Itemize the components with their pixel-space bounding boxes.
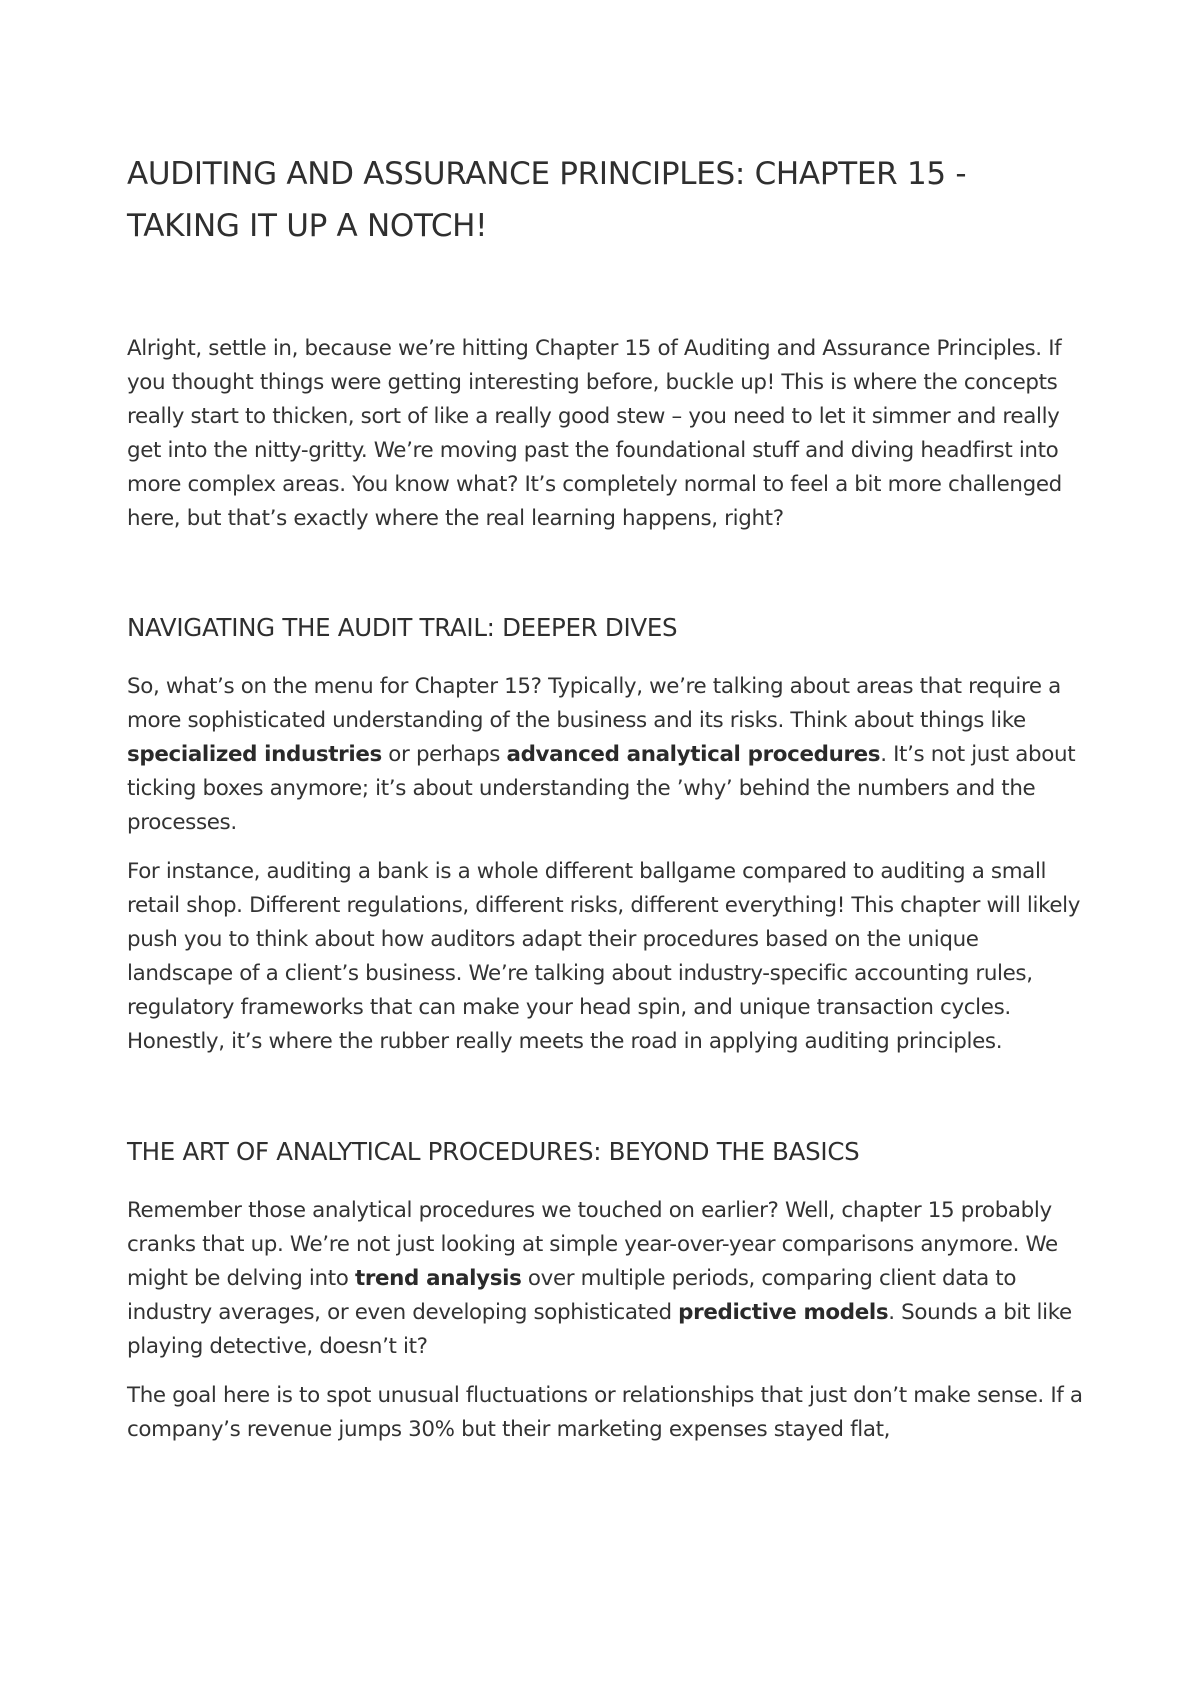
section-heading-audit-trail: NAVIGATING THE AUDIT TRAIL: DEEPER DIVES bbox=[127, 613, 678, 642]
intro-paragraph: Alright, settle in, because we’re hitting Chapter 15 of Auditing and Assurance Principles. If you thought things were getting interesting before, buckle up! This is where the concepts really start to thicken, sort of like a really good stew – you need to let it simmer and really get into the nitty-gritty. We’re moving past the foundational stuff and diving headfirst into more complex areas. You know what? It’s completely normal to feel a bit more challenged here, but that’s exactly where the real learning happens, right? bbox=[127, 336, 1062, 531]
document-page bbox=[127, 148, 1087, 1447]
bold-specialized-industries: specialized industries bbox=[127, 742, 382, 767]
section2-paragraph-2: The goal here is to spot unusual fluctuations or relationships that just don’t make sense. If a company’s revenue jumps 30% but their marketing expenses stayed flat, bbox=[127, 1383, 1083, 1442]
section1-p1-text-a: So, what’s on the menu for Chapter 15? Typically, we’re talking about areas that require a more sophisticated understanding of the business and its risks. Think about things like bbox=[127, 674, 1061, 733]
section2-p1-text-c: over multiple periods, comparing client data to industry averages, or even developing sophisticated bbox=[127, 1266, 1017, 1325]
bold-advanced-analytical-procedures: advanced analytical procedures bbox=[506, 742, 881, 767]
section-heading-analytical-procedures: THE ART OF ANALYTICAL PROCEDURES: BEYOND THE BASICS bbox=[127, 1137, 860, 1166]
bold-predictive-models: predictive models bbox=[678, 1300, 889, 1325]
section1-p1-text-d: . It’s not just about ticking boxes anymore; it’s about understanding the ’why’ behind the numbers and the processes. bbox=[127, 742, 1076, 835]
section2-p1-text-d: . Sounds a bit like playing detective, doesn’t it? bbox=[127, 1300, 1072, 1359]
section1-paragraph-2: For instance, auditing a bank is a whole different ballgame compared to auditing a small retail shop. Different regulations, different risks, different everything! This chapter will likely push you to think about how auditors adapt their procedures based on the unique landscape of a client’s business. We’re talking about industry-specific accounting rules, regulatory frameworks that can make your head spin, and unique transaction cycles. Honestly, it’s where the rubber really meets the road in applying auditing principles. bbox=[127, 859, 1081, 1054]
section1-paragraph-1 bbox=[127, 670, 1087, 840]
document-title: AUDITING AND ASSURANCE PRINCIPLES: CHAPTER 15 - TAKING IT UP A NOTCH! bbox=[127, 156, 967, 244]
bold-trend-analysis: trend analysis bbox=[354, 1266, 522, 1291]
section1-p1-text-c: or perhaps bbox=[381, 742, 507, 767]
section2-p1-text-a: Remember those analytical procedures we touched on earlier? Well, chapter 15 probably cranks that up. We’re not just looking at simple year-over-year comparisons anymore. We might be delving into bbox=[127, 1198, 1058, 1291]
section2-paragraph-1 bbox=[127, 1194, 1087, 1364]
